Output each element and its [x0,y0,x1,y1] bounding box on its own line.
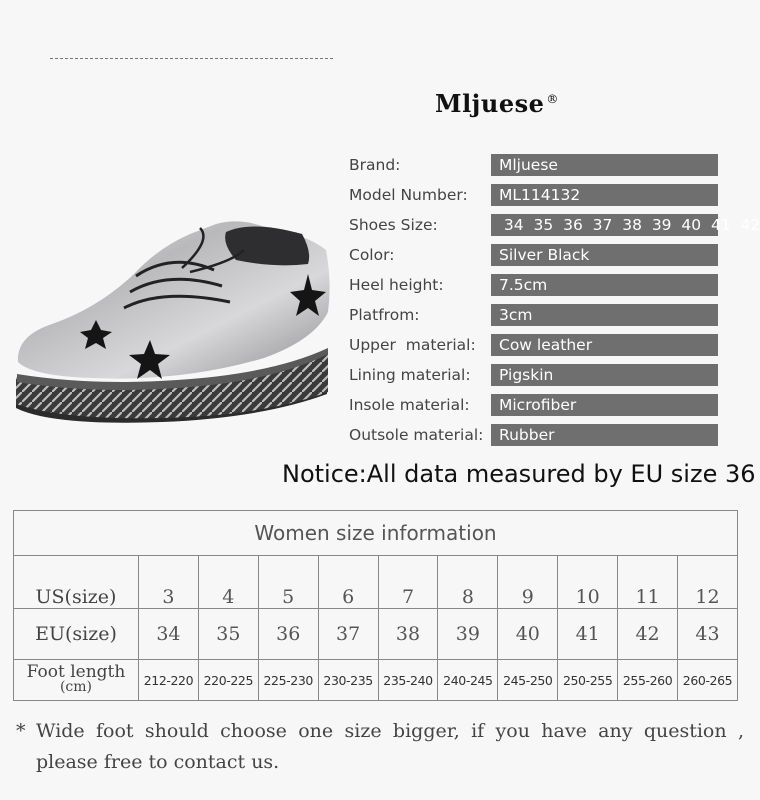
foot-length-cell: 235-240 [378,660,438,701]
spec-value: Microfiber [491,394,718,416]
size-table [13,510,738,701]
us-size-cell: 6 [318,556,378,609]
eu-size-cell: 37 [318,609,378,660]
note-line-1: Wide foot should choose one size bigger, if you have any question , [36,720,744,742]
eu-size-cell: 34 [139,609,199,660]
spec-label: Model Number: [349,186,468,204]
note-asterisk: * [16,720,26,742]
eu-size-cell: 42 [618,609,678,660]
spec-label: Upper material: [349,336,476,354]
us-size-cell: 4 [198,556,258,609]
spec-label: Brand: [349,156,401,174]
foot-length-cell: 245-250 [498,660,558,701]
spec-label: Shoes Size: [349,216,438,234]
spec-value: Silver Black [491,244,718,266]
spec-value: ML114132 [491,184,718,206]
us-size-cell: 8 [438,556,498,609]
spec-label: Platfrom: [349,306,420,324]
eu-size-row [14,609,738,660]
dashed-divider [50,58,333,59]
notice-text: Notice:All data measured by EU size 36 [282,460,756,488]
shoe-image [12,212,334,462]
us-size-cell: 5 [258,556,318,609]
foot-length-cell: 225-230 [258,660,318,701]
spec-value: Pigskin [491,364,718,386]
eu-size-cell: 38 [378,609,438,660]
eu-size-cell: 43 [678,609,738,660]
eu-size-cell: 36 [258,609,318,660]
spec-value: 7.5cm [491,274,718,296]
us-size-label: US(size) [14,556,139,609]
size-table-caption: Women size information [14,511,738,556]
spec-value: Rubber [491,424,718,446]
eu-size-cell: 39 [438,609,498,660]
eu-size-cell: 35 [198,609,258,660]
spec-label: Heel height: [349,276,444,294]
spec-value: Mljuese [491,154,718,176]
foot-length-cell: 255-260 [618,660,678,701]
eu-size-label: EU(size) [14,609,139,660]
foot-length-cell: 220-225 [198,660,258,701]
us-size-cell: 9 [498,556,558,609]
spec-value: 34 35 36 37 38 39 40 41 42 [491,214,718,236]
foot-length-row [14,660,738,701]
foot-length-label: Foot length (cm) [14,660,139,701]
size-table-caption-row [14,511,738,556]
foot-length-cell: 250-255 [558,660,618,701]
spec-label: Lining material: [349,366,471,384]
us-size-cell: 7 [378,556,438,609]
foot-length-cell: 260-265 [678,660,738,701]
spec-value: Cow leather [491,334,718,356]
us-size-row [14,556,738,609]
eu-size-cell: 40 [498,609,558,660]
foot-length-cell: 212-220 [139,660,199,701]
foot-length-cell: 240-245 [438,660,498,701]
us-size-cell: 10 [558,556,618,609]
spec-label: Outsole material: [349,426,484,444]
eu-size-cell: 41 [558,609,618,660]
spec-value: 3cm [491,304,718,326]
us-size-cell: 11 [618,556,678,609]
note-line-2: please free to contact us. [36,751,280,773]
spec-label: Color: [349,246,395,264]
us-size-cell: 3 [139,556,199,609]
brand-logo: Mljuese ® [435,89,559,118]
us-size-cell: 12 [678,556,738,609]
spec-label: Insole material: [349,396,470,414]
foot-length-cell: 230-235 [318,660,378,701]
